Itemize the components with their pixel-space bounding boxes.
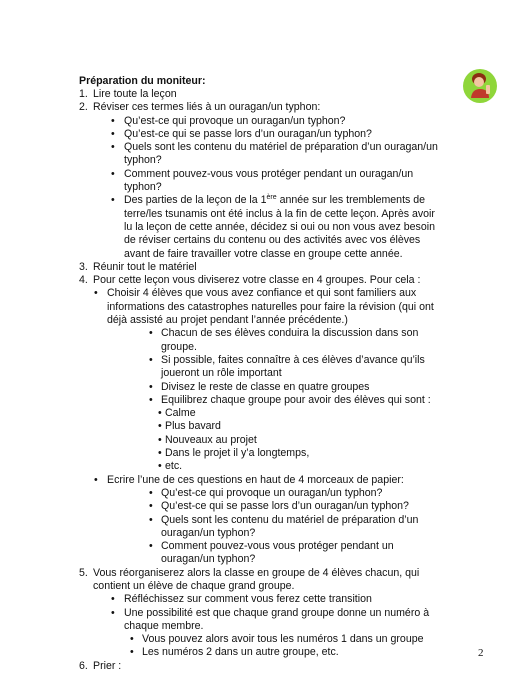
bullet-item: • Dans le projet il y’a longtemps,: [158, 447, 310, 460]
bullet-icon: •: [111, 167, 115, 180]
bullet-item: • Nouveaux au projet: [158, 433, 257, 446]
bullet-icon: •: [149, 327, 153, 340]
bullet-icon: •: [111, 127, 115, 140]
bullet-icon: •: [111, 194, 115, 207]
list-item: 5. Vous réorganiserez alors la classe en groupe de 4 élèves chacun, qui contient un élève de chaque grand groupe.: [79, 566, 420, 592]
list-item: 3. Réunir tout le matériel: [79, 260, 197, 273]
bullet-item: • Comment pouvez-vous vous protéger pendant un ouragan/un typhon?: [149, 540, 394, 566]
cartoon-person-icon: [462, 68, 498, 104]
bullet-icon: •: [149, 380, 153, 393]
bullet-item: • Qu’est-ce qui se passe lors d’un ouragan/un typhon?: [111, 127, 372, 140]
bullet-icon: •: [111, 593, 115, 606]
bullet-icon: •: [94, 473, 98, 486]
bullet-item: • Choisir 4 élèves que vous avez confiance et qui sont familiers aux informations des catastrophes naturelles pour faire la révision (qui ont déjà assisté au projet pendant l’année précédente.): [94, 287, 434, 327]
list-item: 2. Réviser ces termes liés à un ouragan/un typhon:: [79, 101, 321, 114]
bullet-icon: •: [158, 420, 162, 433]
bullet-icon: •: [111, 606, 115, 619]
bullet-icon: •: [149, 393, 153, 406]
bullet-icon: •: [158, 460, 162, 473]
bullet-icon: •: [111, 114, 115, 127]
bullet-item: • Une possibilité est que chaque grand groupe donne un numéro à chaque membre.: [111, 606, 430, 632]
list-item: 1. Lire toute la leçon: [79, 88, 177, 100]
bullet-icon: •: [149, 513, 153, 526]
bullet-icon: •: [149, 500, 153, 513]
bullet-icon: •: [130, 633, 134, 646]
bullet-item: • Divisez le reste de classe en quatre groupes: [149, 380, 370, 393]
bullet-icon: •: [149, 486, 153, 499]
section-heading: Préparation du moniteur:: [79, 75, 206, 87]
bullet-item: • Qu’est-ce qui se passe lors d’un ouragan/un typhon?: [149, 500, 409, 513]
bullet-item: • Si possible, faites connaître à ces élèves d’avance qu’ils joueront un rôle important: [149, 353, 425, 380]
bullet-item: • Qu’est-ce qui provoque un ouragan/un typhon?: [149, 486, 383, 499]
page-number: 2: [478, 647, 484, 659]
bullet-item: • Des parties de la leçon de la 1ère année sur les tremblements de terre/les tsunamis ont été inclus à la fin de cette leçon. Après avoir lu la leçon de cette année, décidez si oui ou non vous avez besoin de réviser certains du contenu ou des activités avec vos élèves avant de faire travailler votre classe en groupe cette année.: [111, 194, 435, 260]
bullet-item: • Comment pouvez-vous vous protéger pendant un ouragan/un typhon?: [111, 167, 414, 194]
bullet-icon: •: [158, 433, 162, 446]
bullet-item: • Quels sont les contenu du matériel de préparation d’un ouragan/un typhon?: [111, 141, 438, 167]
bullet-icon: •: [94, 287, 98, 300]
bullet-item: • Equilibrez chaque groupe pour avoir des élèves qui sont :: [149, 393, 431, 406]
bullet-icon: •: [158, 447, 162, 460]
bullet-item: • Vous pouvez alors avoir tous les numéros 1 dans un groupe: [130, 633, 424, 646]
bullet-icon: •: [111, 141, 115, 154]
bullet-item: • etc.: [158, 460, 183, 473]
bullet-item: • Qu’est-ce qui provoque un ouragan/un typhon?: [111, 114, 346, 127]
bullet-item: • Plus bavard: [158, 420, 221, 433]
bullet-icon: •: [158, 407, 162, 420]
instructions-list: [79, 88, 439, 673]
bullet-icon: •: [149, 540, 153, 553]
list-item: 4. Pour cette leçon vous diviserez votre classe en 4 groupes. Pour cela :: [79, 274, 421, 287]
bullet-item: • Les numéros 2 dans un autre groupe, etc.: [130, 646, 339, 659]
bullet-item: • Ecrire l’une de ces questions en haut de 4 morceaux de papier:: [94, 473, 404, 486]
bullet-item: • Calme: [158, 407, 196, 420]
list-item: 6. Prier :: [79, 659, 122, 672]
bullet-item: • Chacun de ses élèves conduira la discussion dans son groupe.: [149, 327, 419, 353]
bullet-icon: •: [130, 646, 134, 659]
bullet-item: • Réfléchissez sur comment vous ferez cette transition: [111, 593, 372, 606]
bullet-item: • Quels sont les contenu du matériel de préparation d’un ouragan/un typhon?: [149, 513, 419, 539]
bullet-icon: •: [149, 353, 153, 366]
